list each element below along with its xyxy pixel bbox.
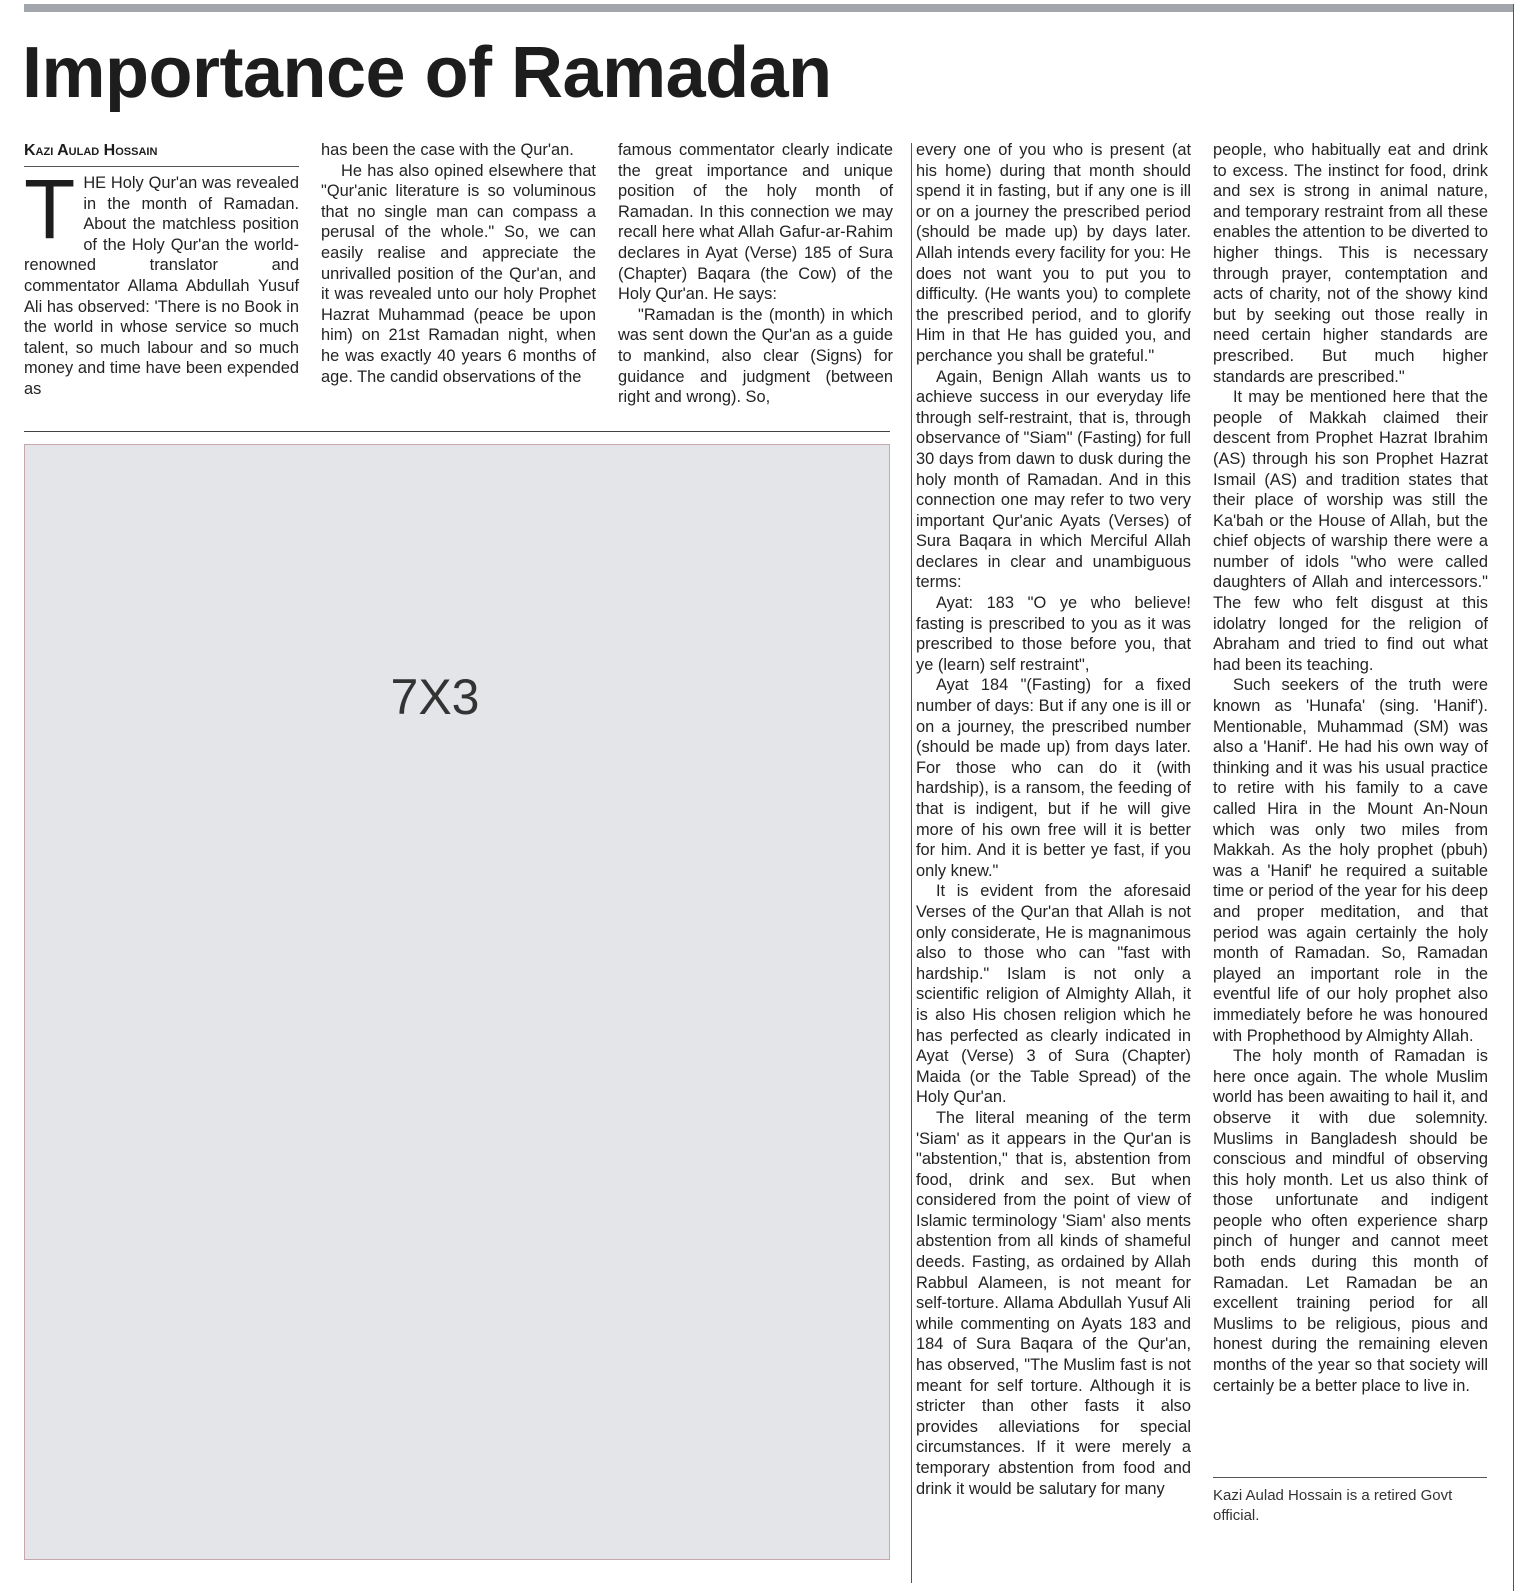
paragraph: Ayat: 183 "O ye who believe! fasting is prescribed to you as it was prescribed to those before you, that ye (learn) self restraint",	[916, 594, 1191, 674]
author-note-rule	[1213, 1477, 1487, 1478]
advert-placeholder	[24, 444, 890, 1560]
paragraph: The literal meaning of the term 'Siam' as it appears in the Qur'an is "abstention," that is, abstention from food, drink and sex. But when considered from the point of view of Islamic terminology 'Siam' also ments abstention from all kinds of shameful deeds. Fasting, as ordained by Allah Rabbul Alameen, is not meant for self-torture. Allama Abdullah Yusuf Ali while commenting on Ayats 183 and 184 of Sura Baqara of the Qur'an, has observed, "The Muslim fast is not meant for self torture. Although it is stricter than other fasts it also provides alleviations for special circumstances. If it were merely a temporary abstention from food and drink it would be salutary for many	[916, 1108, 1191, 1498]
article-column-5	[1213, 140, 1488, 1396]
advert-size-label: 7X3	[390, 669, 480, 725]
paragraph: has been the case with the Qur'an.	[321, 141, 574, 159]
author-note: Kazi Aulad Hossain is a retired Govt official.	[1213, 1487, 1453, 1524]
paragraph: famous commentator clearly indicate the great importance and unique position of the holy month of Ramadan. In this connection we may recall here what Allah Gafur-ar-Rahim declares in Ayat (Verse) 185 of Sura (Chapter) Baqara (the Cow) of the Holy Qur'an. He says:	[618, 141, 893, 304]
drop-cap: T	[24, 162, 76, 256]
article-column-2	[321, 140, 596, 387]
paragraph: HE Holy Qur'an was revealed in the month of Ramadan. About the matchless position of the Holy Qur'an the world-renowned translator and commentator Allama Abdullah Yusuf Ali has observed: 'There is no Book in the world in whose service so much talent, so much labour and so much money and time have been expended as	[24, 174, 299, 398]
paragraph: Such seekers of the truth were known as 'Hunafa' (sing. 'Hanif'). Mentionable, Muhammad (SM) was also a 'Hanif'. He had his own way of thinking and it was his usual practice to retire with his family to a cave called Hira in the Mount An-Noun which was only two miles from Makkah. As the holy prophet (pbuh) was a 'Hanif' he required a suitable time or period of the year for his deep and proper meditation, and that period was again certainly the holy month of Ramadan. So, Ramadan played an important role in the eventful life of our holy prophet also immediately before he was honoured with Prophethood by Almighty Allah.	[1213, 676, 1488, 1045]
paragraph: Ayat 184 "(Fasting) for a fixed number of days: But if any one is ill or on a journey, the prescribed number (should be made up) from days later. For those who can do it (with hardship), is a ransom, the feeding of that is indigent, but if he will give more of his own free will it is better for him. And it is better ye fast, if you only knew."	[916, 676, 1191, 880]
article-column-3	[618, 140, 893, 408]
paragraph: "Ramadan is the (month) in which was sent down the Qur'an as a guide to mankind, also clear (Signs) for guidance and judgment (between right and wrong). So,	[618, 305, 893, 407]
advert-top-rule	[24, 431, 890, 432]
paragraph: It may be mentioned here that the people of Makkah claimed their descent from Prophet Hazrat Ibrahim (AS) through his son Prophet Hazrat Ismail (AS) and tradition states that their place of worship was still the Ka'bah or the House of Allah, but the chief objects of warship there were a number of idols "who were called daughters of Allah and intercessors." The few who felt disgust at this idolatry longed for the religion of Abraham and tried to find out what had been its teaching.	[1213, 388, 1488, 674]
column-separator-rule	[911, 143, 912, 1583]
paragraph: people, who habitually eat and drink to excess. The instinct for food, drink and sex is strong in animal nature, and temporary restraint from all these enables the attention to be diverted to higher things. This is necessary through prayer, contemptation and acts of charity, not of the showy kind but by seeking out those really in need certain higher standards are prescribed. But much higher standards are prescribed."	[1213, 141, 1488, 386]
paragraph: The holy month of Ramadan is here once again. The whole Muslim world has been awaiting to hail it, and observe it with due solemnity. Muslims in Bangladesh should be conscious and mindful of observing this holy month. Let us also think of those unfortunate and indigent people who often experience sharp pinch of hunger and cannot meet both ends during this month of Ramadan. Let Ramadan be an excellent training period for all Muslims to be religious, pious and honest during the remaining eleven months of the year so that society will certainly be a better place to live in.	[1213, 1047, 1488, 1395]
top-rule	[24, 4, 1514, 12]
article-column-4	[916, 140, 1191, 1499]
byline-text: Kazi Aulad Hossain	[24, 142, 158, 159]
paragraph: It is evident from the aforesaid Verses of the Qur'an that Allah is not only considerate, He is magnanimous also to those who can "fast with hardship." Islam is not only a scientific religion of Almighty Allah, it is also His chosen religion which he has perfected as clearly indicated in Ayat (Verse) 3 of Sura (Chapter) Maida (or the Table Spread) of the Holy Qur'an.	[916, 882, 1191, 1107]
right-border-rule	[1513, 4, 1514, 1591]
article-column-1	[24, 140, 299, 400]
article-title: Importance of Ramadan	[22, 33, 832, 113]
paragraph: every one of you who is present (at his home) during that month should spend it in fasting, but if any one is ill or on a journey the prescribed period (should be made up) by days later. Allah intends every facility for you: He does not want you to put you to difficulty. (He wants you) to complete the prescribed period, and to glorify Him in that He has guided you, and perchance you shall be grateful."	[916, 141, 1191, 365]
paragraph: He has also opined elsewhere that "Qur'anic literature is so voluminous that no single man can compass a perusal of the whole." So, we can easily realise and appreciate the unrivalled position of the Qur'an, and it was revealed unto our holy Prophet Hazrat Muhammad (peace be upon him) on 21st Ramadan night, when he was exactly 40 years 6 months of age. The candid observations of the	[321, 161, 596, 386]
paragraph: Again, Benign Allah wants us to achieve success in our everyday life through self-restraint, that is, through observance of "Siam" (Fasting) for full 30 days from dawn to dusk during the holy month of Ramadan. And in this connection one may refer to two very important Qur'anic Ayats (Verses) of Sura Baqara in which Merciful Allah declares in clear and unambiguous terms:	[916, 367, 1191, 592]
